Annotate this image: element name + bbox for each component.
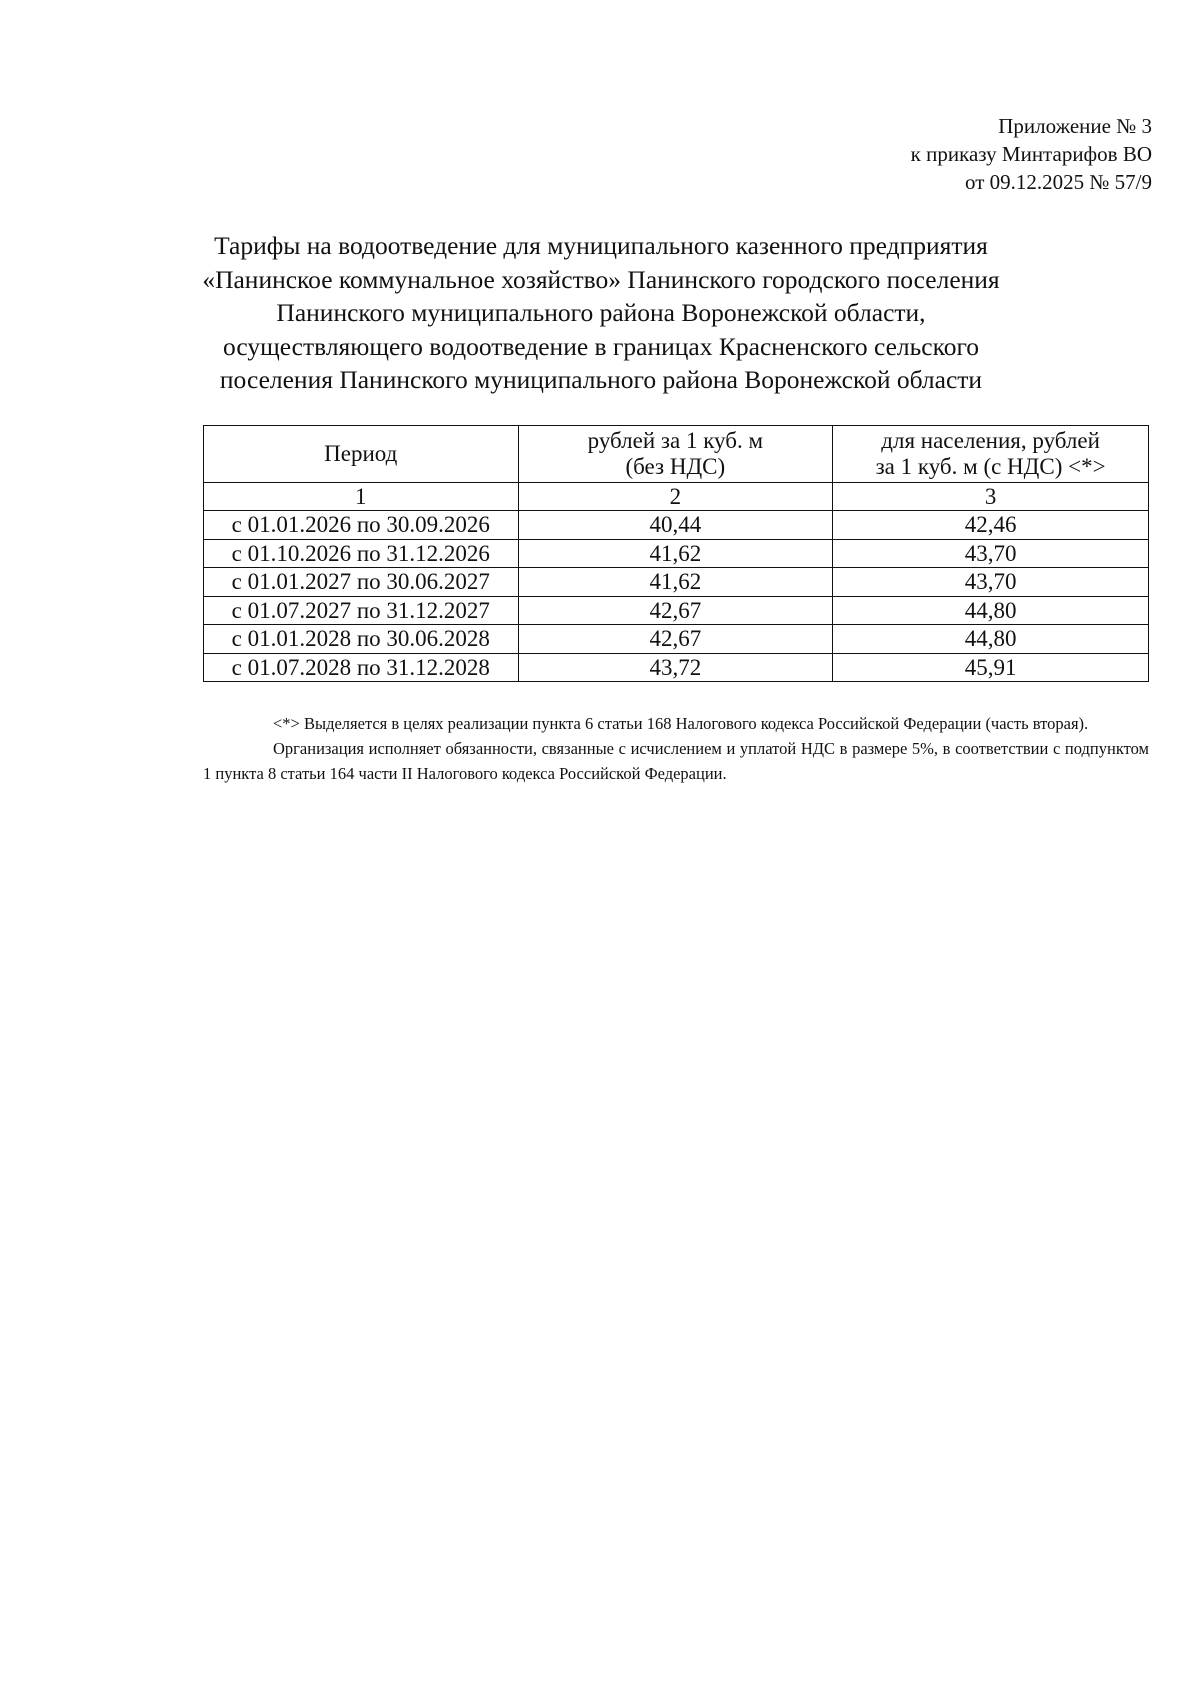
table-row [204, 539, 1149, 568]
appendix-order: к приказу Минтарифов ВО [910, 142, 1152, 166]
tariff-with-vat-cell: 45,91 [833, 653, 1149, 682]
tariff-with-vat-cell: 43,70 [833, 539, 1149, 568]
header-period: Период [204, 426, 519, 483]
table-row [204, 596, 1149, 625]
tariff-with-vat-cell: 44,80 [833, 625, 1149, 654]
period-cell: с 01.01.2027 по 30.06.2027 [204, 568, 519, 597]
footnote: <*> Выделяется в целях реализации пункта 6 статьи 168 Налогового кодекса Российской Федерации (часть вторая). [273, 714, 1089, 733]
tariff-no-vat-cell: 40,44 [518, 511, 833, 540]
tariff-table [203, 425, 1149, 682]
period-cell: с 01.01.2026 по 30.09.2026 [204, 511, 519, 540]
appendix-number: Приложение № 3 [998, 114, 1152, 138]
table-row [204, 625, 1149, 654]
period-cell: с 01.01.2028 по 30.06.2028 [204, 625, 519, 654]
table-row [204, 568, 1149, 597]
tariff-no-vat-cell: 42,67 [518, 625, 833, 654]
appendix-reference [752, 112, 1152, 196]
title-line: «Панинское коммунальное хозяйство» Панинского городского поселения [202, 264, 1000, 294]
title-line: осуществляющего водоотведение в границах Красненского сельского [222, 331, 980, 361]
table-row [204, 653, 1149, 682]
header-price-no-vat: рублей за 1 куб. м (без НДС) [518, 426, 833, 483]
tariff-no-vat-cell: 41,62 [518, 539, 833, 568]
tariff-with-vat-cell: 42,46 [833, 511, 1149, 540]
tariff-with-vat-cell: 44,80 [833, 596, 1149, 625]
tariff-with-vat-cell: 43,70 [833, 568, 1149, 597]
tariff-no-vat-cell: 42,67 [518, 596, 833, 625]
column-number: 2 [518, 483, 833, 511]
tariff-no-vat-cell: 41,62 [518, 568, 833, 597]
period-cell: с 01.10.2026 по 31.12.2026 [204, 539, 519, 568]
tariff-no-vat-cell: 43,72 [518, 653, 833, 682]
title-line: Панинского муниципального района Воронежской области, [276, 298, 926, 328]
vat-note: Организация исполняет обязанности, связанные с исчислением и уплатой НДС в размере 5%, в соответствии с подпунктом 1 пункта 8 статьи 164 части II Налогового кодекса Российской Федерации. [203, 739, 1149, 783]
period-cell: с 01.07.2028 по 31.12.2028 [204, 653, 519, 682]
header-price-population: для населения, рублей за 1 куб. м (с НДС) <*> [833, 426, 1149, 483]
column-number-row [204, 483, 1149, 511]
document-title [140, 229, 1062, 397]
appendix-date: от 09.12.2025 № 57/9 [964, 170, 1152, 194]
title-line: поселения Панинского муниципального района Воронежской области [219, 365, 983, 395]
period-cell: с 01.07.2027 по 31.12.2027 [204, 596, 519, 625]
column-number: 1 [204, 483, 519, 511]
table-row [204, 511, 1149, 540]
notes-section [203, 711, 1149, 786]
table-header-row [204, 426, 1149, 483]
title-line: Тарифы на водоотведение для муниципального казенного предприятия [214, 231, 988, 260]
column-number: 3 [833, 483, 1149, 511]
